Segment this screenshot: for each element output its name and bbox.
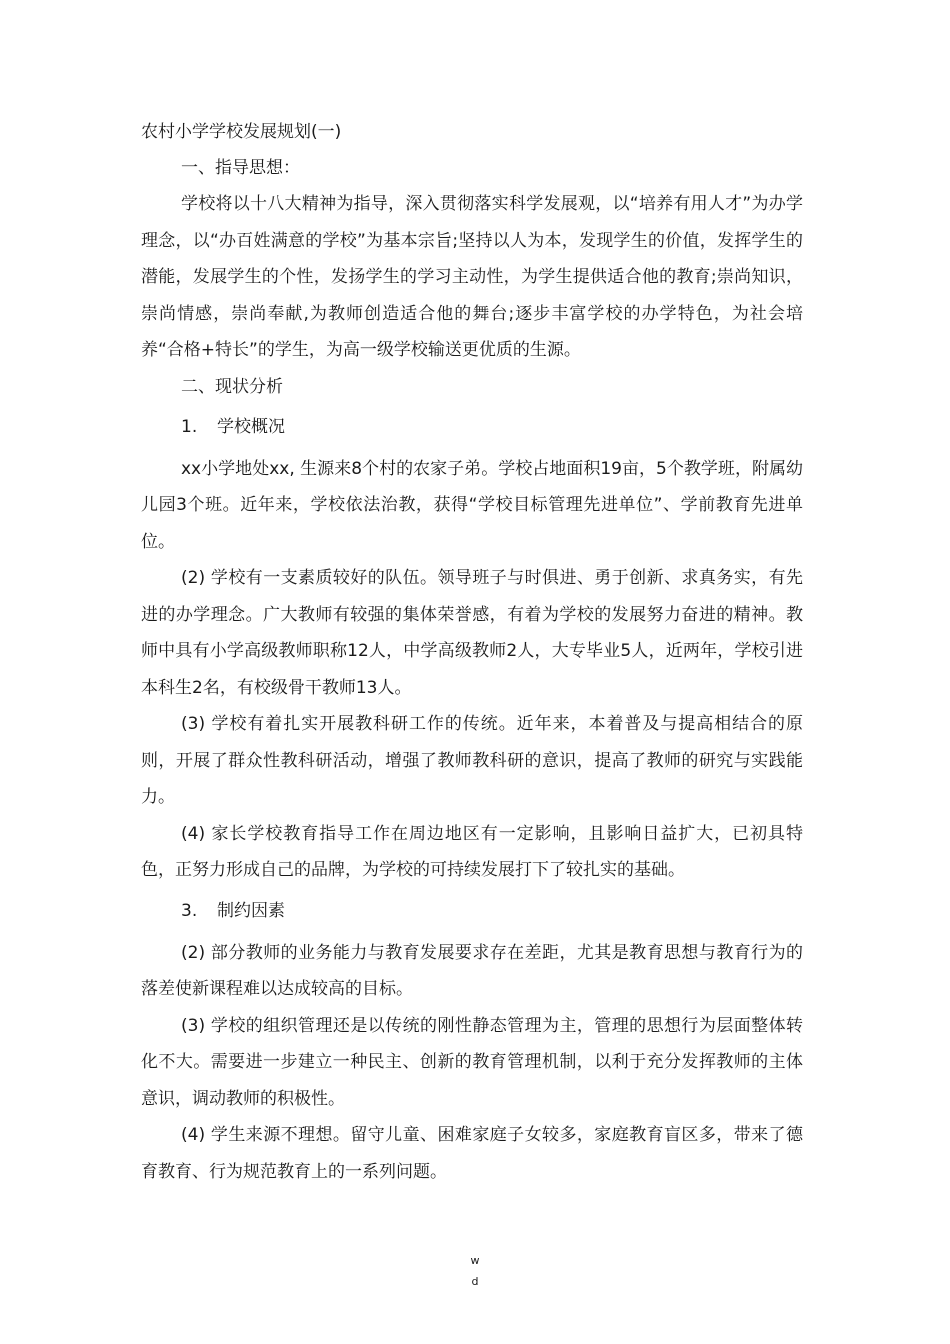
section-heading-status-analysis: 二、现状分析 bbox=[181, 376, 283, 397]
subheading-number: 3. bbox=[181, 900, 198, 921]
subheading-label: 学校概况 bbox=[217, 416, 285, 437]
section-heading-guiding-thought: 一、指导思想： bbox=[181, 158, 300, 178]
paragraph-point: (3) 学校的组织管理还是以传统的刚性静态管理为主，管理的思想行为层面整体转化不大。需要进一步建立一种民主、创新的教育管理机制，以利于充分发挥教师的主体意识，调动教师的积极性。 bbox=[141, 1015, 803, 1109]
paragraph-guiding-thought: 学校将以十八大精神为指导，深入贯彻落实科学发展观，以“培养有用人才”为办学理念，以“办百姓满意的学校”为基本宗旨;坚持以人为本，发现学生的价值，发挥学生的潜能，发展学生的个性，发扬学生的学习主动性，为学生提供适合他的教育;崇尚知识，崇尚情感，崇尚奉献,为教师创造适合他的舞台;逐步丰富学校的办学特色，为社会培养“合格+特长”的学生，为高一级学校输送更优质的生源。 bbox=[141, 194, 803, 360]
subheading-constraints bbox=[181, 893, 803, 929]
subheading-number: 1. bbox=[181, 416, 198, 437]
paragraph-point: (2) 学校有一支素质较好的队伍。领导班子与时俱进、勇于创新、求真务实，有先进的办学理念。广大教师有较强的集体荣誉感，有着为学校的发展努力奋进的精神。教师中具有小学高级教师职称12人，中学高级教师2人，大专毕业5人，近两年，学校引进本科生2名，有校级骨干教师13人。 bbox=[141, 568, 803, 698]
paragraph-point: (2) 部分教师的业务能力与教育发展要求存在差距，尤其是教育思想与教育行为的落差使新课程难以达成较高的目标。 bbox=[141, 942, 803, 999]
subheading-label: 制约因素 bbox=[217, 900, 285, 921]
subheading-school-overview bbox=[181, 409, 803, 445]
paragraph-point: (4) 家长学校教育指导工作在周边地区有一定影响，且影响日益扩大，已初具特色，正努力形成自己的品牌，为学校的可持续发展打下了较扎实的基础。 bbox=[141, 823, 803, 880]
paragraph-point: (4) 学生来源不理想。留守儿童、困难家庭子女较多，家庭教育盲区多，带来了德育教育、行为规范教育上的一系列问题。 bbox=[141, 1125, 803, 1182]
paragraph-school-overview: xx小学地处xx, 生源来8个村的农家子弟。学校占地面积19亩，5个教学班，附属幼儿园3个班。近年来，学校依法治教，获得“学校目标管理先进单位”、学前教育先进单位。 bbox=[141, 458, 803, 552]
document-title: 农村小学学校发展规划(一) bbox=[141, 122, 342, 142]
document-body bbox=[141, 114, 803, 1190]
footer-mark-w: w bbox=[470, 1254, 480, 1267]
footer-mark-d: d bbox=[471, 1275, 479, 1288]
paragraph-point: (3) 学校有着扎实开展教科研工作的传统。近年来，本着普及与提高相结合的原则，开展了群众性教科研活动，增强了教师教科研的意识，提高了教师的研究与实践能力。 bbox=[141, 714, 803, 807]
